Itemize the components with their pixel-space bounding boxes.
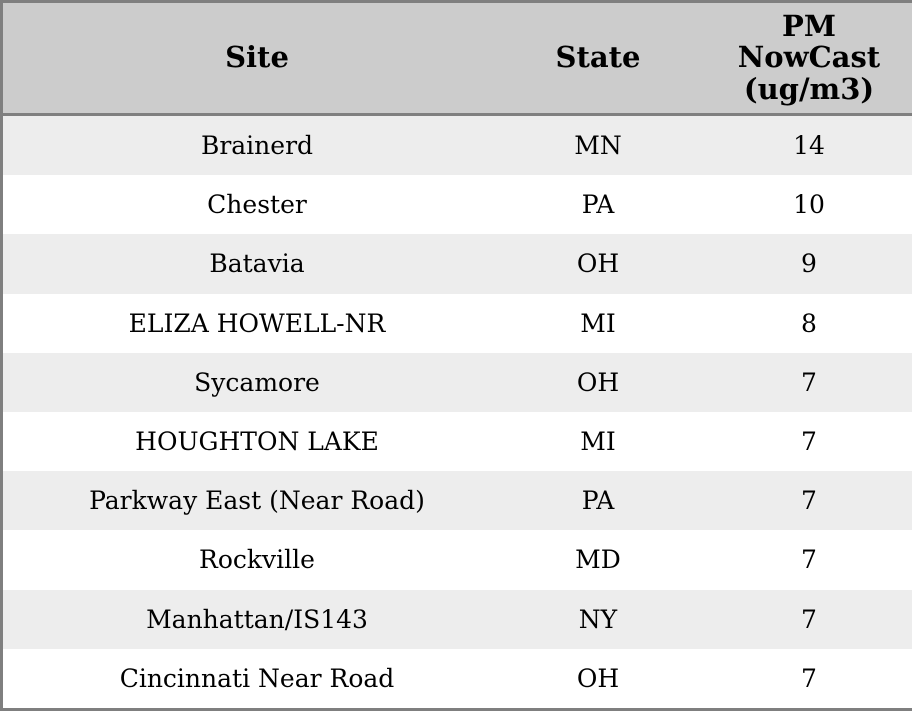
cell-site: Parkway East (Near Road)	[89, 486, 425, 516]
cell-value: 10	[793, 190, 825, 220]
cell-state: MI	[580, 308, 616, 338]
table-row	[3, 471, 912, 530]
column-header-pm-nowcast-line-3: (ug/m3)	[743, 71, 875, 106]
cell-site: Brainerd	[200, 131, 314, 161]
table-row	[3, 649, 912, 708]
cell-value: 9	[801, 249, 817, 279]
cell-value: 7	[801, 367, 817, 397]
table-row	[3, 175, 912, 234]
cell-site: Manhattan/IS143	[146, 604, 368, 634]
table-row	[3, 353, 912, 412]
table-row	[3, 234, 912, 293]
cell-value: 7	[801, 486, 817, 516]
cell-site: Chester	[207, 190, 307, 220]
cell-value: 8	[801, 308, 817, 338]
cell-state: NY	[578, 604, 618, 634]
table-row	[3, 530, 912, 589]
table-row	[3, 294, 912, 353]
cell-state: MN	[574, 131, 622, 161]
cell-site: Batavia	[209, 249, 305, 279]
cell-site: ELIZA HOWELL-NR	[128, 308, 386, 338]
cell-state: OH	[576, 367, 620, 397]
cell-site: Rockville	[199, 545, 315, 575]
column-header-pm-nowcast	[685, 3, 912, 114]
cell-value: 7	[801, 545, 817, 575]
cell-site: Sycamore	[194, 367, 320, 397]
table-body	[3, 114, 912, 708]
column-header-site: Site	[3, 3, 511, 114]
column-header-pm-nowcast-line-2: NowCast	[737, 40, 881, 75]
table-row	[3, 114, 912, 175]
cell-value: 14	[793, 131, 825, 161]
column-header-state: State	[511, 3, 685, 114]
cell-state: OH	[576, 663, 620, 693]
cell-value: 7	[801, 427, 817, 457]
table-row	[3, 412, 912, 471]
cell-site: HOUGHTON LAKE	[135, 427, 379, 457]
cell-state: OH	[576, 249, 620, 279]
cell-value: 7	[801, 663, 817, 693]
table-header-row	[3, 3, 912, 114]
table-header	[3, 3, 912, 114]
table-row	[3, 590, 912, 649]
cell-state: PA	[581, 486, 615, 516]
cell-site: Cincinnati Near Road	[119, 663, 395, 693]
cell-value: 7	[801, 604, 817, 634]
column-header-pm-nowcast-line-1: PM	[782, 9, 836, 43]
pm-nowcast-table	[3, 3, 912, 708]
cell-state: MD	[575, 545, 621, 575]
cell-state: PA	[581, 190, 615, 220]
cell-state: MI	[580, 427, 616, 457]
